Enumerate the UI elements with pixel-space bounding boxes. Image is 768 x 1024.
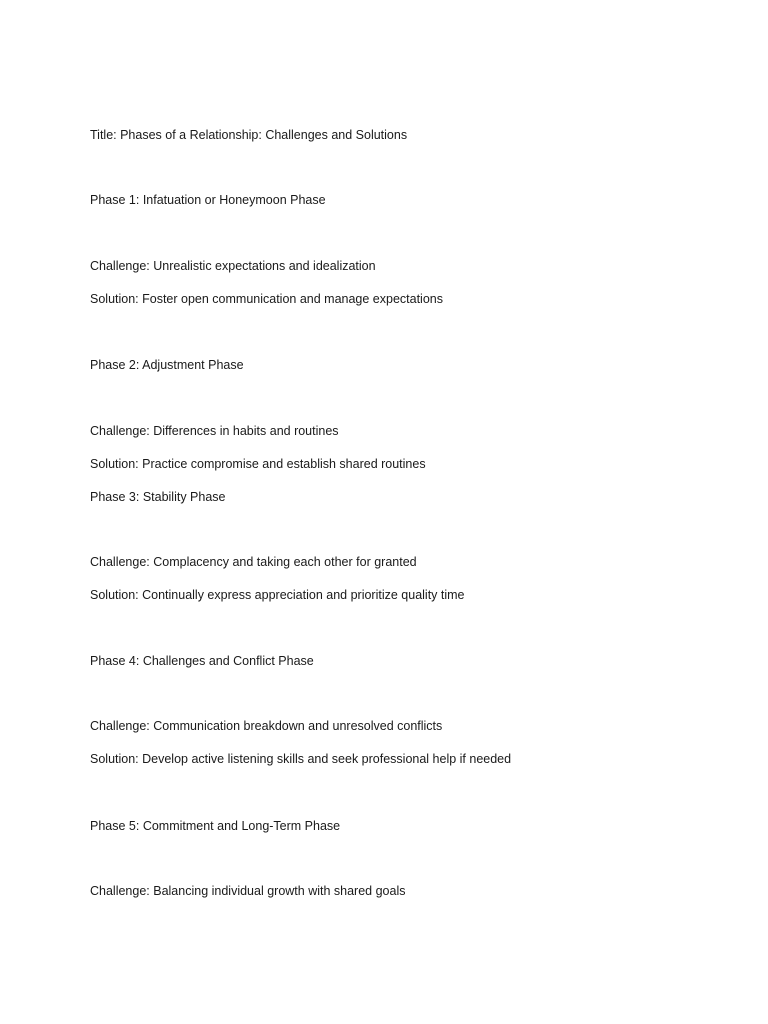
phase-5-heading: Phase 5: Commitment and Long-Term Phase bbox=[90, 819, 341, 833]
phase-1-heading: Phase 1: Infatuation or Honeymoon Phase bbox=[90, 193, 326, 207]
phase-4-solution: Solution: Develop active listening skills and seek professional help if needed bbox=[90, 752, 512, 766]
phase-3-heading: Phase 3: Stability Phase bbox=[90, 490, 226, 504]
phase-4-challenge: Challenge: Communication breakdown and unresolved conflicts bbox=[90, 719, 443, 733]
document-title: Title: Phases of a Relationship: Challenges and Solutions bbox=[90, 128, 408, 142]
phase-1-challenge: Challenge: Unrealistic expectations and idealization bbox=[90, 259, 376, 273]
phase-1-solution: Solution: Foster open communication and manage expectations bbox=[90, 292, 443, 306]
phase-3-challenge: Challenge: Complacency and taking each other for granted bbox=[90, 555, 417, 569]
phase-3-solution: Solution: Continually express appreciation and prioritize quality time bbox=[90, 588, 465, 602]
phase-2-solution: Solution: Practice compromise and establish shared routines bbox=[90, 457, 426, 471]
phase-2-heading: Phase 2: Adjustment Phase bbox=[90, 358, 244, 372]
phase-4-heading: Phase 4: Challenges and Conflict Phase bbox=[90, 654, 314, 668]
phase-2-challenge: Challenge: Differences in habits and routines bbox=[90, 424, 339, 438]
phase-5-challenge: Challenge: Balancing individual growth with shared goals bbox=[90, 884, 406, 898]
